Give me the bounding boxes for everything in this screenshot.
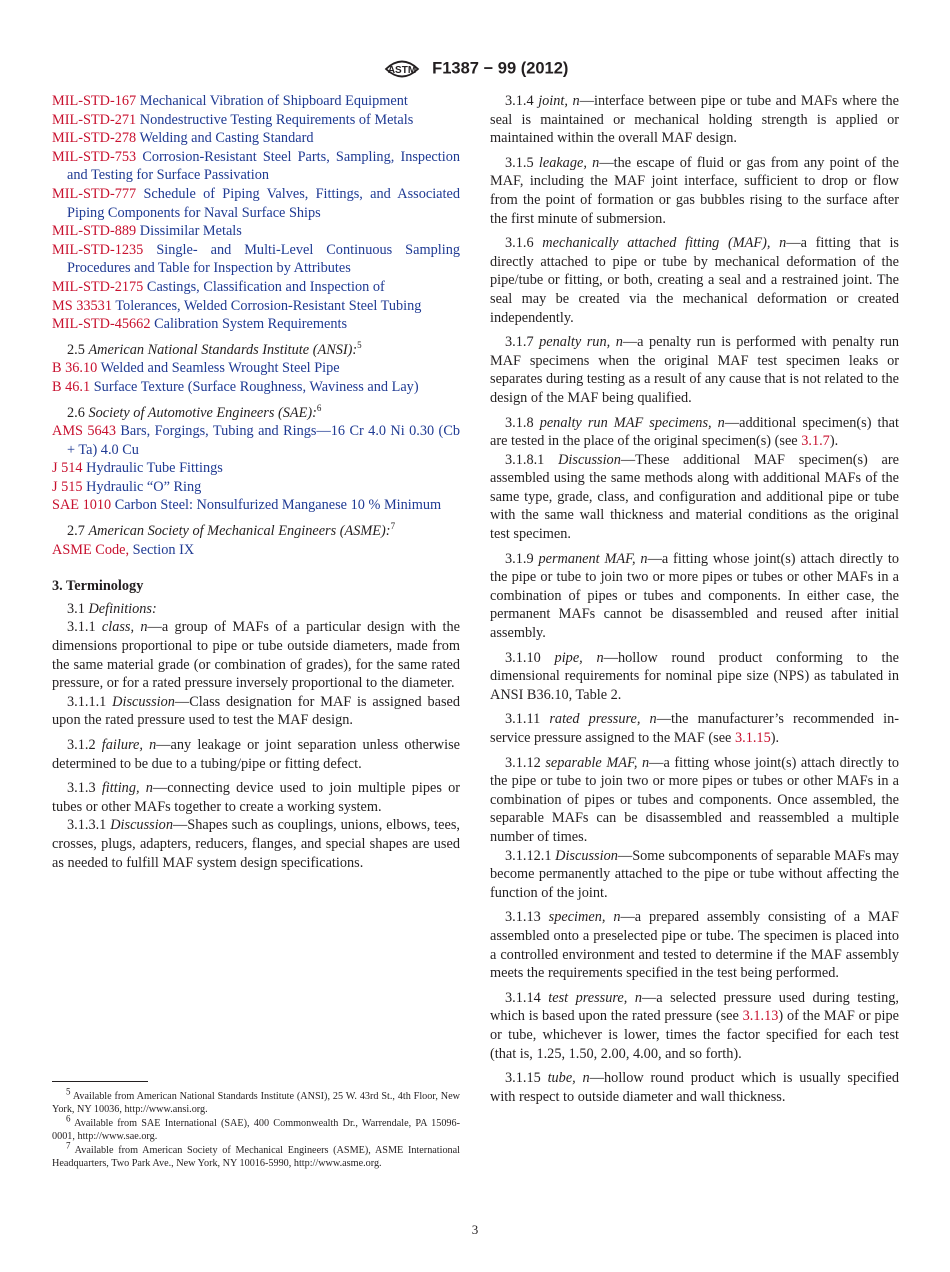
section-2-6: 2.6 Society of Automotive Engineers (SAE):$^6$ [67,402,322,421]
reference-item [52,422,460,459]
discussion-3-1-12-1: 3.1.12.1 Discussion—Some subcomponents of separable MAFs may become permanently attached to the pipe or tube without affecting the function of the joint. [490,847,899,901]
definition-3-1-1: 3.1.1 class, n—a group of MAFs of a particular design with the dimensions proportional to pipe or tube outside diameters, made from the same material grade (or combination of grades), for the same rated pressure, or for a rated pressure inversely proportional to the diameter. [52,619,460,692]
reference-item [52,111,460,130]
ansi-reference-list [52,359,460,396]
definition-3-1-6: 3.1.6 mechanically attached fitting (MAF), n—a fitting that is directly attached to pipe or tube by mechanical deformation of the pipe/tube or fitting, or both, creating a seal and a restrained joint. The seal may be created via the mechanical deformation or created independently. [490,235,899,326]
page-header [0,56,950,82]
svg-text:ASTM: ASTM [387,65,416,76]
reference-code-link[interactable]: MIL-STD-45662 [52,316,151,333]
reference-item [52,278,460,297]
reference-code-link[interactable]: ASME Code, [52,541,130,558]
left-column [52,92,460,872]
reference-item [52,92,460,111]
reference-code-link[interactable]: B 36.10 [52,360,98,377]
reference-code-link[interactable]: MIL-STD-889 [52,223,137,240]
reference-item [52,496,460,515]
cross-reference-link[interactable]: 3.1.7 [801,433,830,450]
reference-title-link[interactable]: Hydraulic Tube Fittings [86,460,223,477]
reference-title-link[interactable]: Section IX [132,541,195,558]
cross-reference-link[interactable]: 3.1.15 [734,730,771,746]
footnote-item [52,1113,460,1144]
reference-item [52,359,460,378]
footnote-item [52,1086,461,1117]
definition-3-1-13: 3.1.13 specimen, n—a prepared assembly consisting of a MAF assembled onto a preselected pipe or tube. The specimen is placed into a controlled environment and tested to determine if the MAF assembly meets the requirements specified in the test being performed. [490,909,899,982]
reference-title-link[interactable]: Mechanical Vibration of Shipboard Equipment [139,93,408,109]
astm-logo [382,56,422,82]
reference-item [52,315,460,334]
reference-item [52,459,460,478]
reference-item [52,148,460,185]
footnotes [52,1086,461,1170]
reference-item [52,129,460,148]
definition-3-1-14: 3.1.14 test pressure, n—a selected pressure used during testing, which is based upon the rated pressure (see 3.1.13) of the MAF or pipe or tube, whichever is lower, times the factor specified for each test (that is, 1.25, 1.50, 2.00, 4.00, and so forth). [490,989,900,1062]
mil-std-reference-list [52,92,460,334]
reference-title-link[interactable]: Tolerances, Welded Corrosion-Resistant Steel Tubing [115,297,422,314]
footnote-text: Available from American National Standards Institute (ANSI), 25 W. 43rd St., 4th Floor, New York, NY 10036, http://www.ansi.org. [52,1091,461,1116]
page-number: 3 [471,1222,479,1237]
reference-title-link[interactable]: Castings, Classification and Inspection of [146,278,385,295]
footnote-mark[interactable]: 5 [357,339,362,350]
reference-title-link[interactable]: Surface Texture (Surface Roughness, Waviness and Lay) [93,378,419,395]
reference-title-link[interactable]: Welding and Casting Standard [139,130,314,147]
reference-code-link[interactable]: MIL-STD-777 [52,185,137,202]
reference-code-link[interactable]: J 514 [52,460,83,477]
footnote-number: 7 [66,1140,71,1151]
definition-3-1-5: 3.1.5 leakage, n—the escape of fluid or gas from any point of the MAF, including the MAF joint interface, sufficient to drop or flow from the point of formation or gas bubbles rising to the surface after the first minute of submersion. [490,154,899,227]
definition-3-1-7: 3.1.7 penalty run, n—a penalty run is performed with penalty run MAF specimens when the original MAF test specimen leaks or separates during testing as a result of any cause that is not related to the design of the MAF being qualified. [490,334,899,406]
reference-code-link[interactable]: MIL-STD-2175 [52,278,144,295]
definition-3-1-15: 3.1.15 tube, n—hollow round product which is usually specified with respect to outside diameter and wall thickness. [490,1070,899,1105]
reference-item [52,541,460,560]
reference-code-link[interactable]: MIL-STD-278 [52,130,137,147]
reference-code-link[interactable]: AMS 5643 [52,423,116,440]
footnote-mark[interactable]: 6 [316,402,322,413]
reference-code-link[interactable]: MIL-STD-1235 [52,241,144,258]
reference-title-link[interactable]: Dissimilar Metals [139,223,242,240]
footnote-number: 6 [66,1113,71,1124]
reference-code-link[interactable]: MIL-STD-167 [52,93,137,109]
discussion-3-1-1-1: 3.1.1.1 Discussion—Class designation for MAF is assigned based upon the rated pressure used to test the MAF design. [52,693,461,729]
reference-title-link[interactable]: Nondestructive Testing Requirements of Metals [139,111,414,128]
right-column [490,92,899,1106]
footnote-item [52,1140,461,1171]
sae-reference-list [52,422,460,515]
reference-title-link[interactable]: Single- and Multi-Level Continuous Sampling Procedures and Table for Inspection by Attributes [67,241,460,277]
definition-3-1-8: 3.1.8 penalty run MAF specimens, n—additional specimen(s) that are tested in the place of the original specimen(s) (see 3.1.7). [490,414,899,450]
reference-code-link[interactable]: B 46.1 [52,378,91,395]
reference-item [52,185,460,222]
section-2-7: 2.7 American Society of Mechanical Engineers (ASME):$^7$ [67,521,396,540]
footnote-mark[interactable]: 7 [390,521,396,532]
discussion-3-1-3-1: 3.1.3.1 Discussion—Shapes such as couplings, unions, elbows, tees, crosses, plugs, adapters, reducers, flanges, and special shapes are used as needed to fulfill MAF system design specifications. [52,817,460,871]
reference-title-link[interactable]: Carbon Steel: Nonsulfurized Manganese 10 % Minimum [114,497,442,514]
reference-title-link[interactable]: Welded and Seamless Wrought Steel Pipe [100,360,340,377]
reference-code-link[interactable]: MIL-STD-271 [52,111,137,128]
reference-item [52,297,460,316]
footnote-text: Available from SAE International (SAE), 400 Commonwealth Dr., Warrendale, PA 15096-0001, http://www.sae.org. [52,1117,460,1143]
definition-3-1-4: 3.1.4 joint, n—interface between pipe or tube and MAFs where the seal is maintained or mechanical holding strength is applied or maintained within the overall MAF design. [490,93,900,147]
reference-item [52,378,460,397]
footnote-divider [52,1081,148,1082]
reference-title-link[interactable]: Schedule of Piping Valves, Fittings, and Associated Piping Components for Naval Surface Ships [67,185,460,221]
footnote-text: Available from American Society of Mechanical Engineers (ASME), ASME International Headquarters, Two Park Ave., New York, NY 10016-5990, http://www.asme.org. [52,1144,461,1170]
footnote-number: 5 [66,1086,71,1097]
reference-code-link[interactable]: MIL-STD-753 [52,148,137,165]
definition-3-1-2: 3.1.2 failure, n—any leakage or joint separation unless otherwise determined to be due to a tubing/pipe or fitting defect. [52,737,461,772]
definition-3-1-9: 3.1.9 permanent MAF, n—a fitting whose joint(s) attach directly to the pipe or tube to join two or more pipes or tubes or other MAFs in a combination of pipes or tubes and components. In either case, the permanent MAFs cannot be disassembled and reused after initial assembly. [490,550,899,642]
reference-title-link[interactable]: Hydraulic “O” Ring [86,478,202,495]
reference-title-link[interactable]: Bars, Forgings, Tubing and Rings—16 Cr 4.0 Ni 0.30 (Cb + Ta) 4.0 Cu [67,423,460,458]
definition-3-1-11: 3.1.11 rated pressure, n—the manufacturer’s recommended in-service pressure assigned to the MAF (see 3.1.15). [490,711,900,746]
reference-item [52,241,460,278]
definition-3-1-12: 3.1.12 separable MAF, n—a fitting whose joint(s) attach directly to the pipe or tube to join two or more pipes or tubes or other MAFs in a combination of pipes or tubes and components. Once assembled, the separable MAFs can be disassembled and reassembled a multiple number of times. [490,754,899,845]
cross-reference-link[interactable]: 3.1.13 [742,1008,779,1025]
definitions-intro: 3.1 Definitions: [67,600,157,617]
definition-3-1-10: 3.1.10 pipe, n—hollow round product conforming to the dimensional requirements for nominal pipe size (NPS) as tabulated in ANSI B36.10, Table 2. [490,649,899,703]
discussion-3-1-8-1: 3.1.8.1 Discussion—These additional MAF specimen(s) are assembled using the same methods along with additional MAFs of the same type, grade, class, and configuration and additional pipe or tube with the same wall thickness and material conditions as the original test specimen. [490,451,900,543]
section-heading-terminology: 3. Terminology [52,578,144,595]
reference-item [52,478,460,497]
reference-code-link[interactable]: MS 33531 [52,297,112,314]
reference-code-link[interactable]: J 515 [52,478,83,495]
reference-title-link[interactable]: Corrosion-Resistant Steel Parts, Sampling, Inspection and Testing for Surface Passivation [67,148,460,184]
reference-code-link[interactable]: SAE 1010 [52,497,112,514]
section-2-5: 2.5 American National Standards Institute (ANSI):$^5$ [67,339,362,358]
document-designation: F1387 − 99 (2012) [432,59,569,78]
asme-reference-list [52,541,460,560]
reference-title-link[interactable]: Calibration System Requirements [154,316,348,333]
reference-item [52,222,460,241]
definition-3-1-3: 3.1.3 fitting, n—connecting device used to join multiple pipes or tubes or other MAFs together to create a working system. [52,780,460,815]
